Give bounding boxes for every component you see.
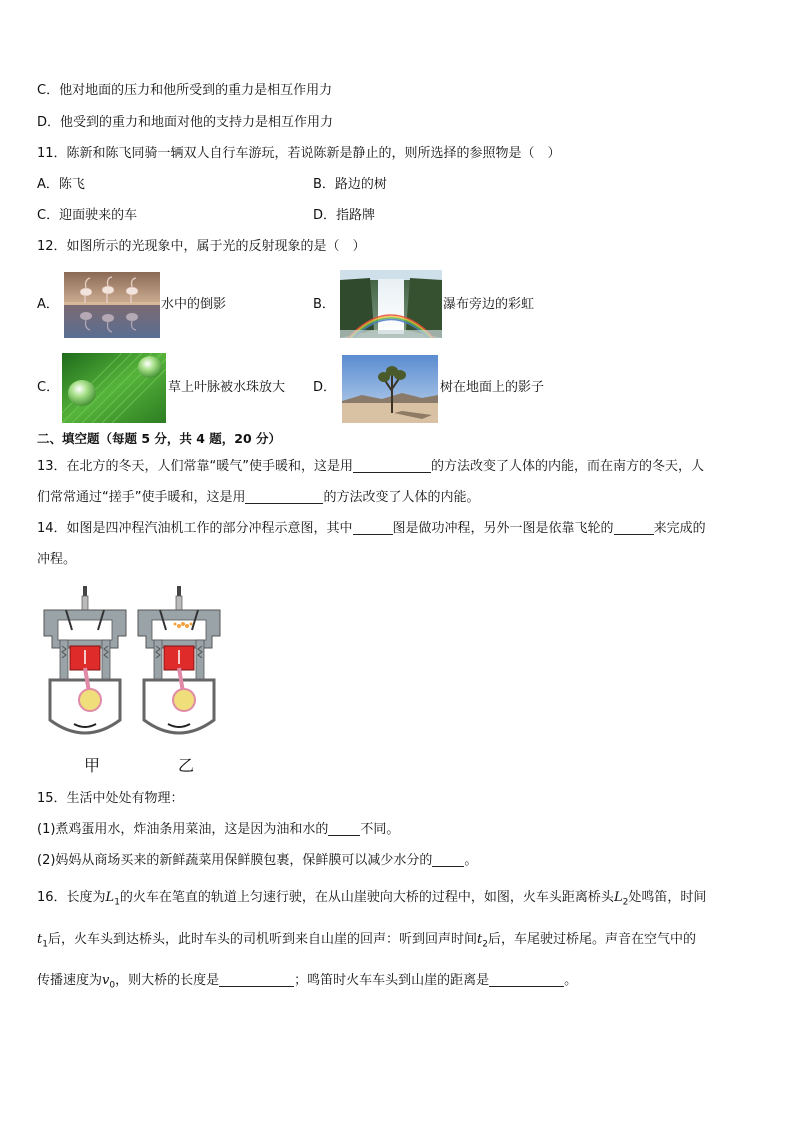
- q13-blank-1[interactable]: [353, 458, 431, 473]
- q16-symbol-v: v: [102, 973, 110, 988]
- q16-symbol-t2: t: [476, 932, 483, 947]
- q16-line3: [37, 972, 577, 995]
- q16-text-7: ，则大桥的长度是: [115, 973, 220, 988]
- q15-sub1-text-b: 不同。: [360, 822, 400, 837]
- q13-text-3: 们常常通过“搓手”使手暖和，这是用: [37, 490, 246, 505]
- q16-blank-2[interactable]: [489, 972, 564, 987]
- q12-option-d-caption: 树在地面上的影子: [440, 380, 545, 395]
- q12-option-b-caption: 瀑布旁边的彩虹: [443, 297, 535, 312]
- q16-text-2: 的火车在笔直的轨道上匀速行驶，在从山崖驶向大桥的过程中，如图，火车头距离桥头: [119, 890, 614, 905]
- waterfall-rainbow-image: [340, 270, 442, 338]
- q12-option-a-letter: A．: [37, 297, 59, 312]
- leaf-water-drop-image: [62, 353, 166, 423]
- q10-option-c: C．他对地面的压力和他所受到的重力是相互作用力: [37, 83, 333, 98]
- flamingo-reflection-image: [64, 272, 160, 338]
- q15-sub2: [37, 852, 477, 870]
- q11-option-d: D．指路牌: [313, 208, 376, 223]
- q13-line2: [37, 489, 480, 507]
- q16-symbol-L1: L: [105, 890, 115, 905]
- q15-blank-1[interactable]: [328, 821, 360, 836]
- q14-text-3: 来完成的: [653, 521, 706, 536]
- q16-symbol-L2: L: [613, 890, 623, 905]
- q13-line1: [37, 458, 704, 476]
- q11-option-a: A．陈飞: [37, 177, 85, 192]
- q16-text-6: 传播速度为: [37, 973, 103, 988]
- q11-option-b: B．路边的树: [313, 177, 387, 192]
- q14-text-2: 图是做功冲程，另外一图是依靠飞轮的: [392, 521, 614, 536]
- q14-text-4: 冲程。: [37, 552, 77, 567]
- q12-option-c-caption: 草上叶脉被水珠放大: [168, 380, 286, 395]
- q15-blank-2[interactable]: [432, 852, 464, 867]
- q15-sub2-text-a: (2)妈妈从商场买来的新鲜蔬菜用保鲜膜包裹，保鲜膜可以减少水分的: [37, 853, 433, 868]
- q16-line2: [37, 931, 696, 954]
- q14-text-1: 14．如图是四冲程汽油机工作的部分冲程示意图，其中: [37, 521, 353, 536]
- engine-stroke-diagram: [42, 586, 242, 748]
- q16-text-8: ；鸣笛时火车车头到山崖的距离是: [294, 973, 490, 988]
- q15-stem: 15．生活中处处有物理：: [37, 791, 184, 806]
- q16-sub-t1: 1: [42, 939, 48, 950]
- q15-sub1-text-a: (1)煮鸡蛋用水，炸油条用菜油，这是因为油和水的: [37, 822, 329, 837]
- q15-sub2-text-b: 。: [464, 853, 478, 868]
- q16-text-9: 。: [564, 973, 578, 988]
- q16-symbol-t1: t: [37, 932, 43, 947]
- q14-line1: [37, 520, 706, 538]
- engine-label-yi: 乙: [178, 756, 195, 775]
- q16-text-5: 后，车尾驶过桥尾。声音在空气中的: [487, 932, 696, 947]
- q12-option-b-letter: B．: [313, 297, 335, 312]
- q15-sub1: [37, 821, 399, 839]
- tree-shadow-image: [342, 355, 438, 423]
- q16-text-3: 处鸣笛，时间: [628, 890, 707, 905]
- q16-sub-1: 1: [114, 897, 120, 908]
- q13-text-4: 的方法改变了人体的内能。: [323, 490, 480, 505]
- section-heading: 二、填空题（每题 5 分，共 4 题，20 分）: [37, 431, 282, 446]
- engine-label-jia: 甲: [84, 756, 101, 775]
- q12-option-d-letter: D．: [313, 380, 337, 395]
- q16-sub-v: 0: [109, 980, 116, 991]
- q16-sub-2: 2: [622, 897, 629, 908]
- q11-stem: 11．陈新和陈飞同骑一辆双人自行车游玩，若说陈新是静止的，则所选择的参照物是（ ）: [37, 146, 561, 161]
- q14-blank-2[interactable]: [614, 520, 654, 535]
- q10-option-d: D．他受到的重力和地面对他的支持力是相互作用力: [37, 115, 334, 130]
- q12-stem: 12．如图所示的光现象中，属于光的反射现象的是（ ）: [37, 239, 366, 254]
- q14-blank-1[interactable]: [353, 520, 393, 535]
- q13-text-2: 的方法改变了人体的内能，而在南方的冬天，人: [431, 459, 705, 474]
- q13-text-1: 13．在北方的冬天，人们常靠“暖气”使手暖和，这是用: [37, 459, 354, 474]
- q13-blank-2[interactable]: [245, 489, 323, 504]
- q16-text-4: 后，火车头到达桥头，此时车头的司机听到来自山崖的回声：听到回声时间: [47, 932, 477, 947]
- q16-line1: [37, 889, 706, 912]
- q16-blank-1[interactable]: [219, 972, 294, 987]
- q16-text-1: 16．长度为: [37, 890, 106, 905]
- q12-option-a-caption: 水中的倒影: [161, 297, 227, 312]
- q16-sub-t2: 2: [482, 939, 488, 950]
- q11-option-c: C．迎面驶来的车: [37, 208, 138, 223]
- q12-option-c-letter: C．: [37, 380, 60, 395]
